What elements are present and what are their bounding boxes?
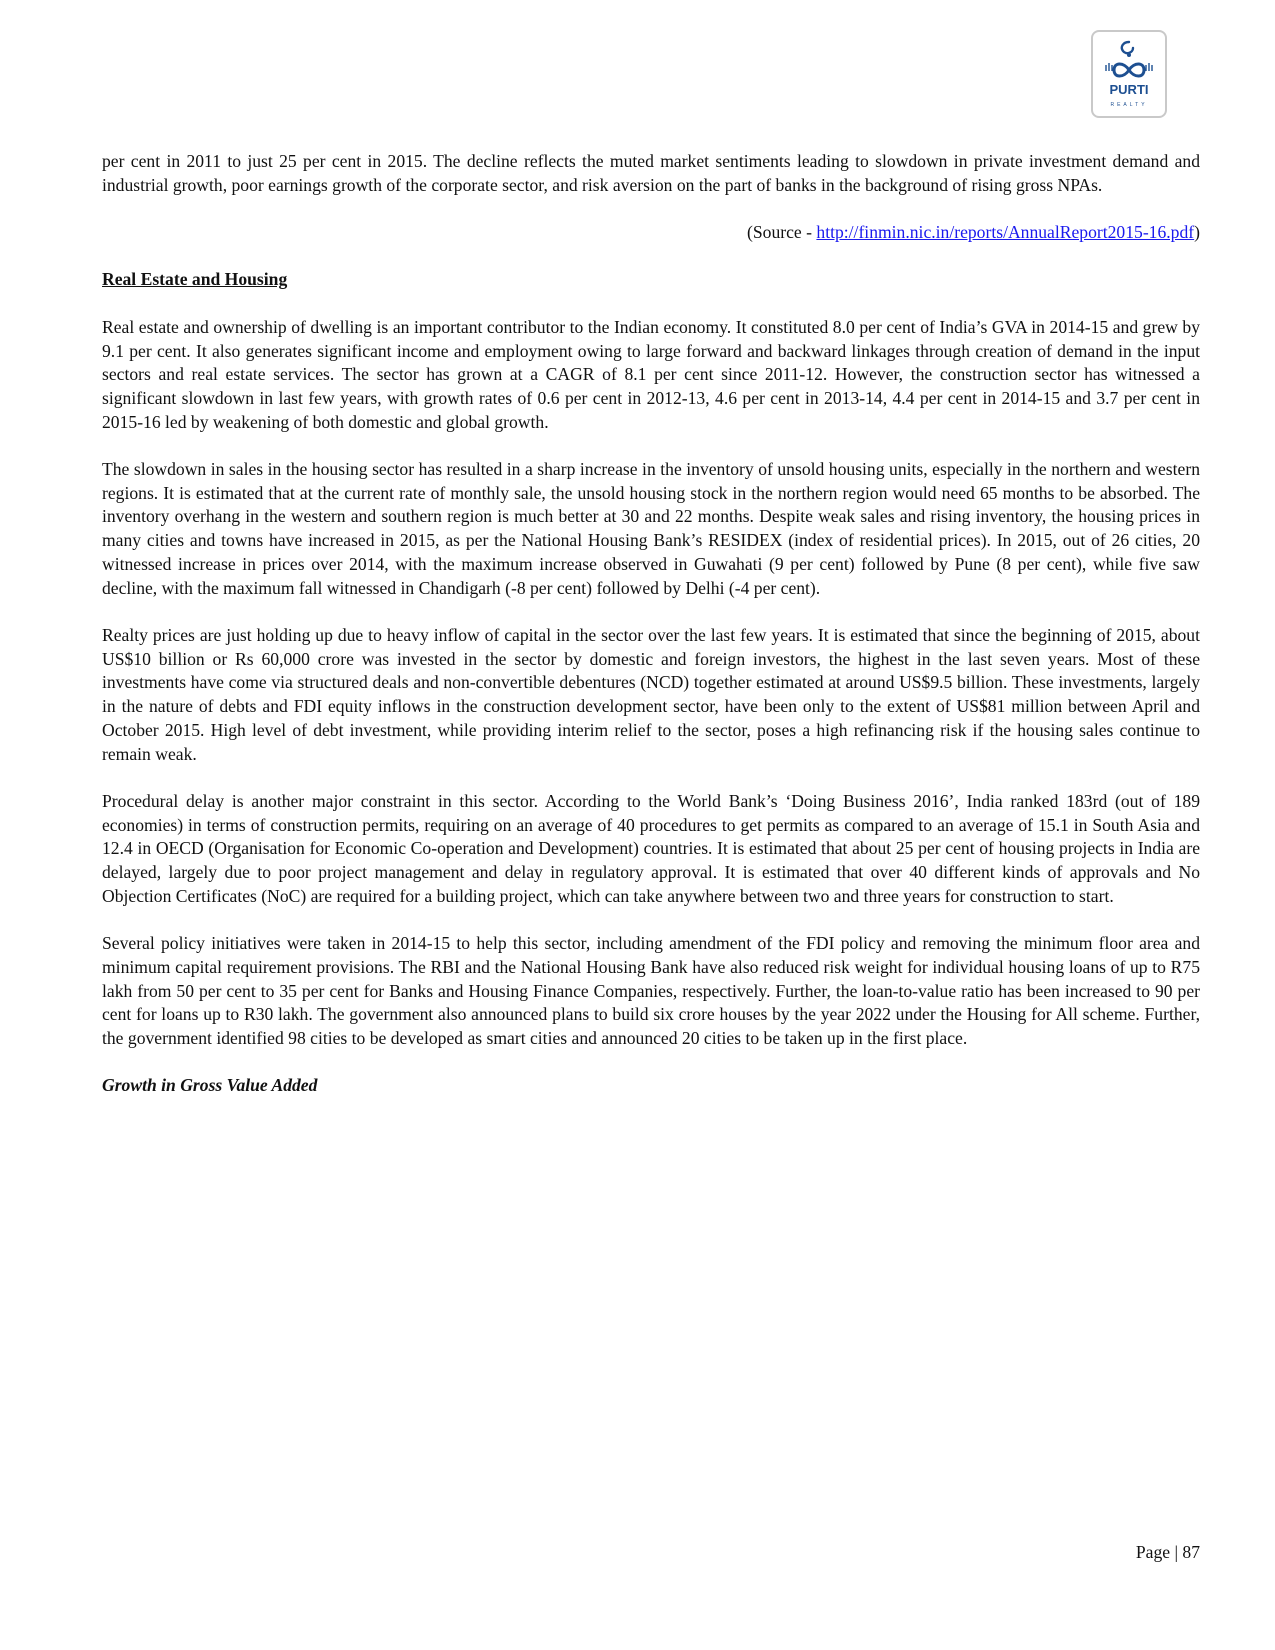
document-body bbox=[102, 150, 1200, 1098]
source-citation bbox=[102, 221, 1200, 245]
paragraph-realty-prices: Realty prices are just holding up due to heavy inflow of capital in the sector over the last few years. It is estimated that since the beginning of 2015, about US$10 billion or Rs 60,000 crore was invested in the sector by domestic and foreign investors, the highest in the last seven years. Most of these investments have come via structured deals and non-convertible debentures (NCD) together estimated at around US$9.5 billion. These investments, largely in the nature of debts and FDI equity inflows in the construction development sector, have been only to the extent of US$81 million between April and October 2015. High level of debt investment, while providing interim relief to the sector, poses a high refinancing risk if the housing sales continue to remain weak. bbox=[102, 624, 1200, 764]
logo-text: PURTI bbox=[1109, 82, 1149, 97]
source-suffix: ) bbox=[1194, 222, 1200, 243]
section-heading: Real Estate and Housing bbox=[102, 269, 288, 290]
company-logo bbox=[1091, 30, 1167, 118]
purti-logo-icon bbox=[1093, 32, 1165, 116]
source-link[interactable]: http://finmin.nic.in/reports/AnnualReport2015-16.pdf bbox=[816, 222, 1195, 243]
paragraph-inventory: The slowdown in sales in the housing sector has resulted in a sharp increase in the inventory of unsold housing units, especially in the northern and western regions. It is estimated that at the current rate of monthly sale, the unsold housing stock in the northern region would need 65 months to be absorbed. The inventory overhang in the western and southern region is much better at 30 and 22 months. Despite weak sales and rising inventory, the housing prices in many cities and towns have increased in 2015, as per the National Housing Bank’s RESIDEX (index of residential prices). In 2015, out of 26 cities, 20 witnessed increase in prices over 2014, with the maximum increase observed in Guwahati (9 per cent) followed by Pune (8 per cent), while five saw decline, with the maximum fall witnessed in Chandigarh (-8 per cent) followed by Delhi (-4 per cent). bbox=[102, 459, 1200, 598]
source-prefix: (Source - bbox=[747, 222, 817, 243]
paragraph-procedural-delay: Procedural delay is another major constraint in this sector. According to the World Bank’s ‘Doing Business 2016’, India ranked 183rd (out of 189 economies) in terms of construction permits, requiring on an average of 40 procedures to get permits as compared to an average of 15.1 in South Asia and 12.4 in OECD (Organisation for Economic Co-operation and Development) countries. It is estimated that about 25 per cent of housing projects in India are delayed, largely due to poor project management and delay in regulatory approval. It is estimated that over 40 different kinds of approvals and No Objection Certificates (NoC) are required for a building project, which can take anywhere between two and three years for construction to start. bbox=[102, 790, 1200, 906]
logo-subtext: REALTY bbox=[1110, 102, 1148, 108]
paragraph-gva: Real estate and ownership of dwelling is an important contributor to the Indian economy. It constituted 8.0 per cent of India’s GVA in 2014-15 and grew by 9.1 per cent. It also generates significant income and employment owing to large forward and backward linkages through creation of demand in the input sectors and real estate services. The sector has grown at a CAGR of 8.1 per cent since 2011-12. However, the construction sector has witnessed a significant slowdown in last few years, with growth rates of 0.6 per cent in 2012-13, 4.6 per cent in 2013-14, 4.4 per cent in 2014-15 and 3.7 per cent in 2015-16 led by weakening of both domestic and global growth. bbox=[102, 316, 1200, 432]
subheading: Growth in Gross Value Added bbox=[102, 1075, 318, 1096]
paragraph-policy-initiatives: Several policy initiatives were taken in 2014-15 to help this sector, including amendment of the FDI policy and removing the minimum floor area and minimum capital requirement provisions. The RBI and the National Housing Bank have also reduced risk weight for individual housing loans of up to R75 lakh from 50 per cent to 35 per cent for Banks and Housing Finance Companies, respectively. Further, the loan-to-value ratio has been increased to 90 per cent for loans up to R30 lakh. The government also announced plans to build six crore houses by the year 2022 under the Housing for All scheme. Further, the government identified 98 cities to be developed as smart cities and announced 20 cities to be taken up in the first place. bbox=[102, 933, 1200, 1048]
intro-paragraph: per cent in 2011 to just 25 per cent in 2015. The decline reflects the muted market sentiments leading to slowdown in private investment demand and industrial growth, poor earnings growth of the corporate sector, and risk aversion on the part of banks in the background of rising gross NPAs. bbox=[102, 151, 1200, 195]
page-number: Page | 87 bbox=[1135, 1542, 1200, 1562]
